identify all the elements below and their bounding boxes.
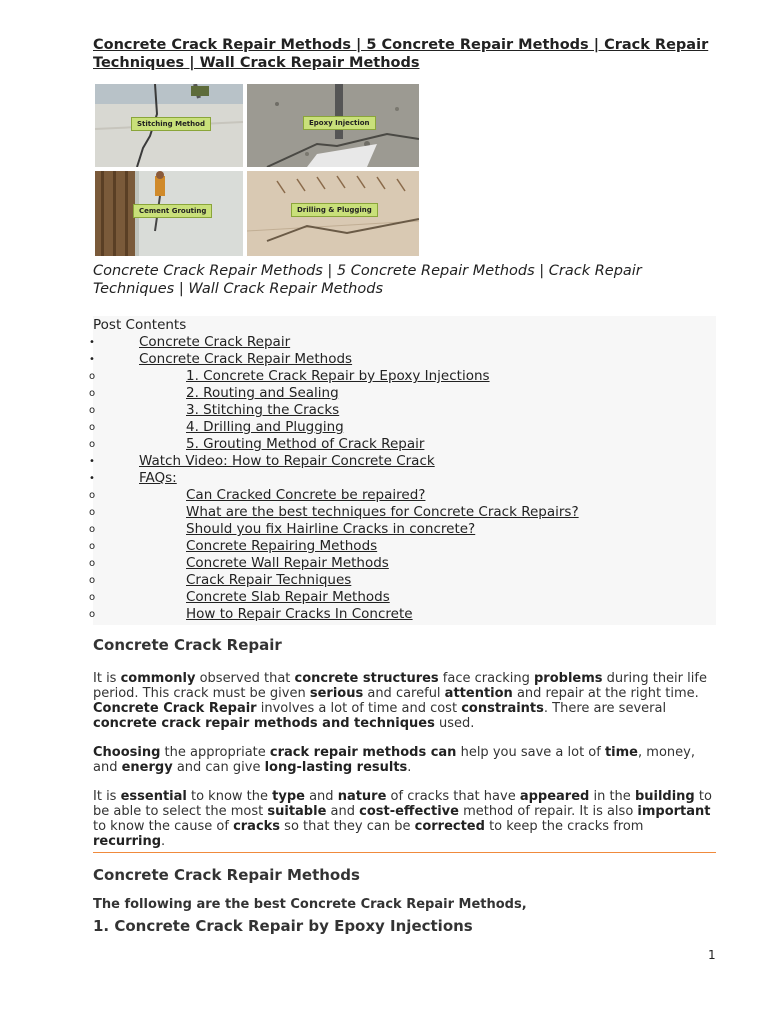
toc-link[interactable]: 1. Concrete Crack Repair by Epoxy Injections: [186, 368, 490, 384]
figure-label: Drilling & Plugging: [291, 203, 378, 217]
text: , money, and: [93, 745, 695, 775]
toc-item: [89, 555, 716, 572]
text: the appropriate: [160, 745, 270, 760]
bold-text: type: [272, 789, 305, 804]
toc-item: [89, 419, 716, 436]
text: to know the: [186, 789, 273, 804]
text: method of repair. It is also: [458, 804, 638, 819]
bold-text: crack repair methods can: [269, 745, 457, 760]
bold-text: building: [634, 789, 695, 804]
toc-link[interactable]: Concrete Repairing Methods: [186, 538, 378, 554]
text: of cracks that have: [386, 789, 520, 804]
text: .: [407, 760, 412, 775]
post-contents-title: Post Contents: [93, 317, 187, 333]
toc-item: [89, 589, 716, 606]
paragraph: [93, 671, 716, 731]
sub-bullet-icon: o: [89, 422, 96, 433]
sub-bullet-icon: o: [89, 609, 96, 620]
sub-bullet-icon: o: [89, 405, 96, 416]
toc-link[interactable]: 3. Stitching the Cracks: [186, 402, 340, 418]
text: and: [304, 789, 338, 804]
bold-text: appeared: [519, 789, 590, 804]
text: to know the cause of: [93, 819, 234, 834]
sub-bullet-icon: o: [89, 388, 96, 399]
bullet-icon: •: [89, 456, 95, 467]
text: in the: [589, 789, 635, 804]
epoxy-injection-image: [247, 84, 419, 167]
toc-item: [89, 453, 716, 470]
toc-item: [89, 521, 716, 538]
text: It is: [93, 789, 121, 804]
bold-text: cost-effective: [359, 804, 459, 819]
bold-text: commonly: [120, 671, 196, 686]
bold-text: essential: [120, 789, 187, 804]
sub-bullet-icon: o: [89, 575, 96, 586]
bold-text: Concrete Crack Repair: [93, 701, 257, 716]
toc-item: [89, 487, 716, 504]
cement-grouting-image: [95, 171, 243, 256]
text: and careful: [363, 686, 445, 701]
bold-text: recurring: [93, 834, 162, 849]
toc-item: [89, 334, 716, 351]
text: . There are several: [543, 701, 667, 716]
toc-link[interactable]: FAQs:: [139, 470, 177, 486]
toc-item: [89, 572, 716, 589]
text: help you save a lot of: [456, 745, 605, 760]
bold-text: nature: [337, 789, 387, 804]
bold-text: cracks: [233, 819, 281, 834]
text: to be able to select the most: [93, 789, 712, 819]
text: and repair at the right time.: [512, 686, 699, 701]
toc-item: [89, 402, 716, 419]
toc-item: [89, 606, 716, 623]
text: and: [326, 804, 360, 819]
bold-text: energy: [121, 760, 173, 775]
toc-link[interactable]: Concrete Crack Repair Methods: [139, 351, 353, 367]
text: to keep the cracks from: [484, 819, 644, 834]
paragraph: [93, 789, 716, 849]
text: so that they can be: [280, 819, 415, 834]
text: used.: [434, 716, 475, 731]
sub-bullet-icon: o: [89, 524, 96, 535]
toc-link[interactable]: Crack Repair Techniques: [186, 572, 352, 588]
bold-text: attention: [444, 686, 513, 701]
crack-repair-methods-figure: [95, 84, 419, 256]
bullet-icon: •: [89, 354, 95, 365]
toc-link[interactable]: 5. Grouting Method of Crack Repair: [186, 436, 425, 452]
drilling-plugging-image: [247, 171, 419, 256]
bullet-icon: •: [89, 337, 95, 348]
toc-link[interactable]: 4. Drilling and Plugging: [186, 419, 344, 435]
bold-text: Choosing: [93, 745, 161, 760]
bold-text: corrected: [414, 819, 485, 834]
figure-label: Cement Grouting: [133, 204, 212, 218]
bold-text: long-lasting results: [264, 760, 408, 775]
toc-link[interactable]: 2. Routing and Sealing: [186, 385, 339, 401]
document-page: [89, 36, 716, 936]
toc-link[interactable]: Can Cracked Concrete be repaired?: [186, 487, 426, 503]
paragraph: [93, 745, 716, 775]
section-heading-concrete-crack-repair: Concrete Crack Repair: [93, 636, 282, 654]
text: during their life period. This crack must be given: [93, 671, 707, 701]
bold-text: concrete structures: [294, 671, 439, 686]
toc-item: [89, 351, 716, 368]
page-number: 1: [708, 948, 716, 962]
toc-item: [89, 385, 716, 402]
text: It is: [93, 671, 121, 686]
toc-link[interactable]: Should you fix Hairline Cracks in concrete?: [186, 521, 476, 537]
sub-bullet-icon: o: [89, 541, 96, 552]
toc-item: [89, 504, 716, 521]
text: and can give: [172, 760, 265, 775]
section-heading-epoxy-injections: 1. Concrete Crack Repair by Epoxy Injections: [93, 917, 473, 935]
toc-item: [89, 436, 716, 453]
toc-item: [89, 538, 716, 555]
bold-text: constraints: [461, 701, 544, 716]
section-heading-crack-repair-methods: Concrete Crack Repair Methods: [93, 866, 360, 884]
post-contents: [89, 316, 716, 625]
bullet-icon: •: [89, 473, 95, 484]
figure-label: Stitching Method: [131, 117, 211, 131]
toc-link[interactable]: Concrete Wall Repair Methods: [186, 555, 389, 571]
sub-bullet-icon: o: [89, 507, 96, 518]
toc-link[interactable]: Concrete Slab Repair Methods: [186, 589, 390, 605]
sub-bullet-icon: o: [89, 558, 96, 569]
bold-text: suitable: [267, 804, 327, 819]
stitching-method-image: [95, 84, 243, 167]
text: involves a lot of time and cost: [256, 701, 462, 716]
toc-list: [89, 334, 716, 623]
toc-item: [89, 368, 716, 385]
sub-bullet-icon: o: [89, 439, 96, 450]
article-title-link[interactable]: Concrete Crack Repair Methods | 5 Concrete Repair Methods | Crack Repair Techniques | Wall Crack Repair Methods: [93, 37, 709, 71]
section-divider: [93, 852, 716, 853]
toc-item: [89, 470, 716, 487]
toc-link[interactable]: What are the best techniques for Concrete Crack Repairs?: [186, 504, 579, 520]
toc-link[interactable]: How to Repair Cracks In Concrete: [186, 606, 413, 622]
bold-text: time: [604, 745, 639, 760]
sub-bullet-icon: o: [89, 592, 96, 603]
bold-text: problems: [534, 671, 603, 686]
figure-caption: Concrete Crack Repair Methods | 5 Concrete Repair Methods | Crack Repair Techniques | Wall Crack Repair Methods: [93, 263, 642, 297]
bold-text: important: [637, 804, 711, 819]
figure-label: Epoxy Injection: [303, 116, 376, 130]
sub-bullet-icon: o: [89, 490, 96, 501]
text: face cracking: [438, 671, 534, 686]
toc-link[interactable]: Watch Video: How to Repair Concrete Crack: [139, 453, 435, 469]
sub-bullet-icon: o: [89, 371, 96, 382]
text: observed that: [195, 671, 295, 686]
bold-text: concrete crack repair methods and techniques: [93, 716, 435, 731]
toc-link[interactable]: Concrete Crack Repair: [139, 334, 291, 350]
bold-text: serious: [309, 686, 364, 701]
methods-intro: The following are the best Concrete Crack Repair Methods,: [93, 897, 527, 912]
text: .: [161, 834, 166, 849]
